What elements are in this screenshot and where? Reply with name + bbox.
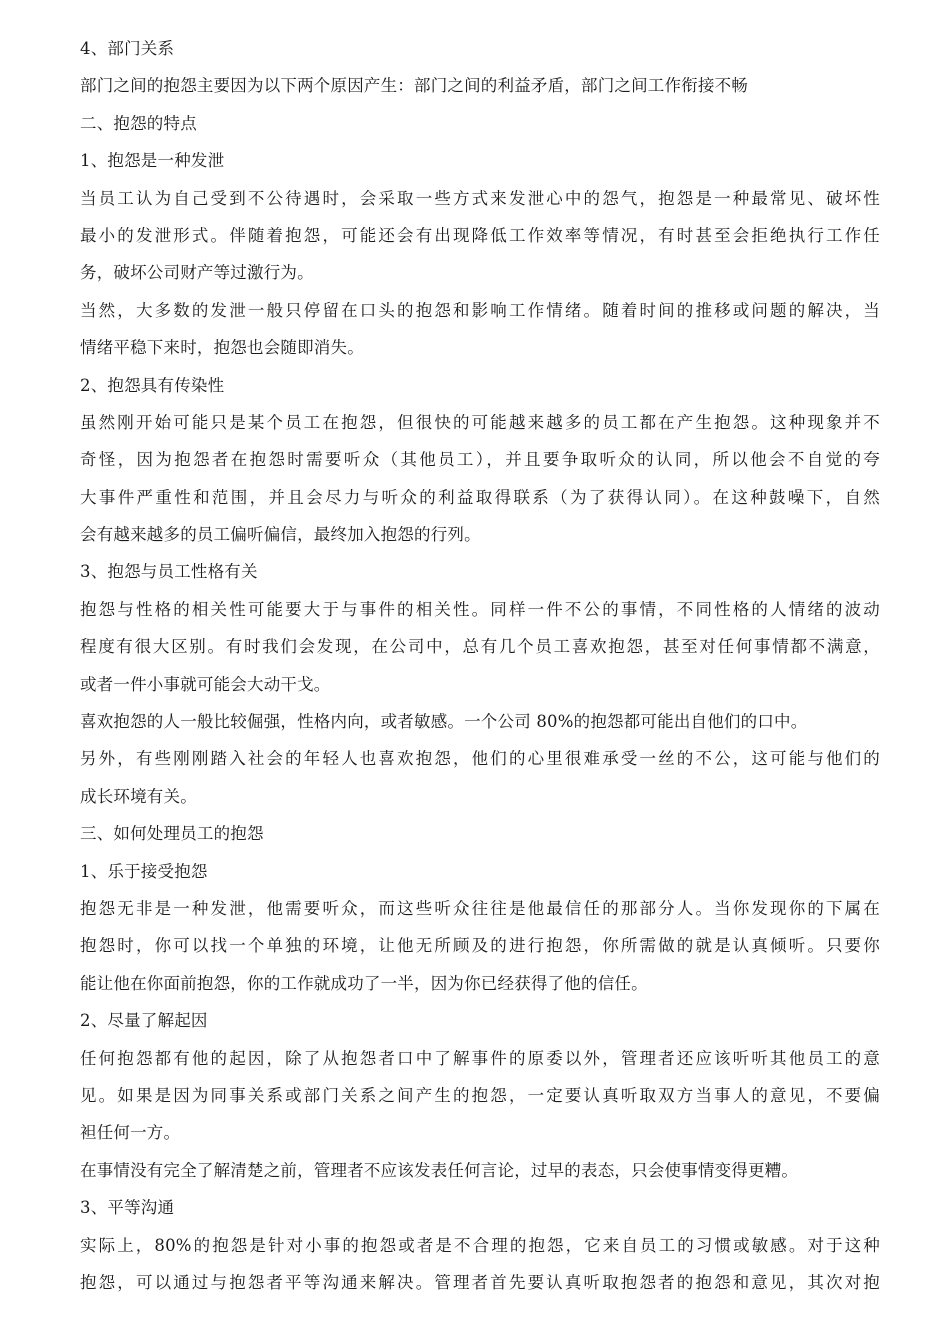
paragraph-line: 喜欢抱怨的人一般比较倔强，性格内向，或者敏感。一个公司 80%的抱怨都可能出自他们的口中。 bbox=[80, 712, 808, 732]
heading-complaint-and-personality: 3、抱怨与员工性格有关 bbox=[80, 562, 258, 582]
paragraph-line: 当员工认为自己受到不公待遇时，会采取一些方式来发泄心中的怨气，抱怨是一种最常见、破坏性 bbox=[80, 188, 880, 208]
document-page bbox=[80, 30, 880, 1301]
paragraph-line: 在事情没有完全了解清楚之前，管理者不应该发表任何言论，过早的表态，只会使事情变得更糟。 bbox=[80, 1160, 799, 1180]
section-heading-complaint-characteristics: 二、抱怨的特点 bbox=[80, 113, 197, 133]
paragraph-line: 大事件严重性和范围，并且会尽力与听众的利益取得联系（为了获得认同）。在这种鼓噪下，自然 bbox=[80, 487, 880, 507]
paragraph-line: 成长环境有关。 bbox=[80, 786, 197, 806]
paragraph-line: 情绪平稳下来时，抱怨也会随即消失。 bbox=[80, 338, 364, 358]
paragraph-line: 务，破坏公司财产等过激行为。 bbox=[80, 263, 314, 283]
heading-complaint-is-venting: 1、抱怨是一种发泄 bbox=[80, 151, 225, 171]
paragraph-line: 抱怨与性格的相关性可能要大于与事件的相关性。同样一件不公的事情，不同性格的人情绪的波动 bbox=[80, 599, 880, 619]
section-heading-handling-complaints: 三、如何处理员工的抱怨 bbox=[80, 824, 264, 844]
paragraph-line: 最小的发泄形式。伴随着抱怨，可能还会有出现降低工作效率等情况，有时甚至会拒绝执行工作任 bbox=[80, 225, 880, 245]
paragraph-line: 抱怨无非是一种发泄，他需要听众，而这些听众往往是他最信任的那部分人。当你发现你的下属在 bbox=[80, 898, 880, 918]
paragraph-line: 奇怪，因为抱怨者在抱怨时需要听众（其他员工），并且要争取听众的认同，所以他会不自觉的夸 bbox=[80, 450, 880, 470]
paragraph-line: 抱怨时，你可以找一个单独的环境，让他无所顾及的进行抱怨，你所需做的就是认真倾听。只要你 bbox=[80, 936, 880, 956]
paragraph-line: 实际上，80%的抱怨是针对小事的抱怨或者是不合理的抱怨，它来自员工的习惯或敏感。对于这种 bbox=[80, 1235, 880, 1255]
heading-understand-causes: 2、尽量了解起因 bbox=[80, 1011, 208, 1031]
paragraph-line: 或者一件小事就可能会大动干戈。 bbox=[80, 674, 331, 694]
paragraph-line: 当然，大多数的发泄一般只停留在口头的抱怨和影响工作情绪。随着时间的推移或问题的解决，当 bbox=[80, 300, 880, 320]
heading-accept-complaints: 1、乐于接受抱怨 bbox=[80, 861, 208, 881]
paragraph-line: 程度有很大区别。有时我们会发现，在公司中，总有几个员工喜欢抱怨，甚至对任何事情都不满意， bbox=[80, 637, 880, 657]
paragraph-line: 虽然刚开始可能只是某个员工在抱怨，但很快的可能越来越多的员工都在产生抱怨。这种现象并不 bbox=[80, 412, 880, 432]
paragraph-line: 抱怨，可以通过与抱怨者平等沟通来解决。管理者首先要认真听取抱怨者的抱怨和意见，其次对抱 bbox=[80, 1272, 880, 1292]
heading-equal-communication: 3、平等沟通 bbox=[80, 1198, 175, 1218]
paragraph-line: 任何抱怨都有他的起因，除了从抱怨者口中了解事件的原委以外，管理者还应该听听其他员工的意 bbox=[80, 1048, 880, 1068]
paragraph-line: 袒任何一方。 bbox=[80, 1123, 181, 1143]
paragraph-line: 部门之间的抱怨主要因为以下两个原因产生：部门之间的利益矛盾，部门之间工作衔接不畅 bbox=[80, 76, 748, 96]
heading-complaint-is-contagious: 2、抱怨具有传染性 bbox=[80, 375, 225, 395]
paragraph-line: 能让他在你面前抱怨，你的工作就成功了一半，因为你已经获得了他的信任。 bbox=[80, 973, 648, 993]
heading-department-relations: 4、部门关系 bbox=[80, 39, 175, 58]
paragraph-line: 见。如果是因为同事关系或部门关系之间产生的抱怨，一定要认真听取双方当事人的意见，不要偏 bbox=[80, 1085, 880, 1105]
paragraph-line: 另外，有些刚刚踏入社会的年轻人也喜欢抱怨，他们的心里很难承受一丝的不公，这可能与他们的 bbox=[80, 749, 880, 769]
paragraph-line: 会有越来越多的员工偏听偏信，最终加入抱怨的行列。 bbox=[80, 525, 481, 545]
